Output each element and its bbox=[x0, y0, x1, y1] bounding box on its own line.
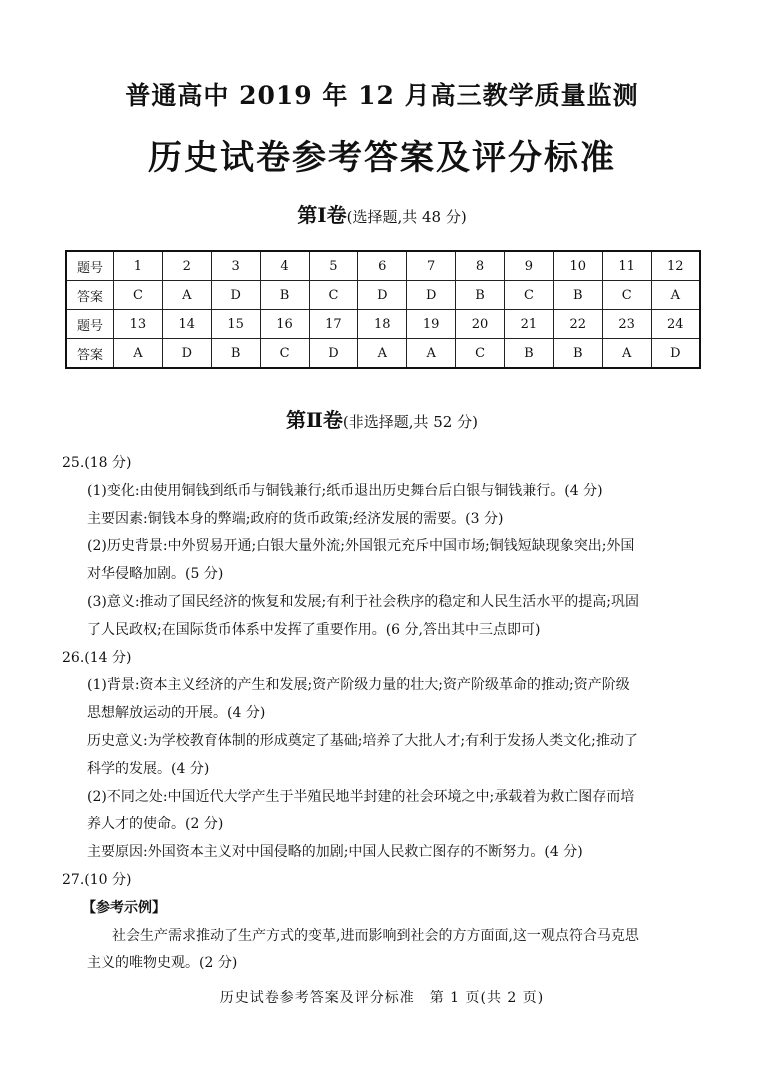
table-cell: B bbox=[553, 339, 602, 369]
table-cell: 17 bbox=[309, 310, 358, 339]
table-cell: C bbox=[260, 339, 309, 369]
table-cell: 22 bbox=[553, 310, 602, 339]
table-cell: B bbox=[505, 339, 554, 369]
document-title: 普通高中 2019 年 12 月高三教学质量监测 bbox=[125, 81, 639, 110]
text-line: 了人民政权;在国际货币体系中发挥了重要作用。(6 分,答出其中三点即可) bbox=[87, 621, 541, 638]
section2-note: (非选择题,共 52 分) bbox=[342, 413, 478, 431]
table-cell: A bbox=[114, 339, 163, 369]
row-label: 答案 bbox=[66, 339, 114, 369]
section2-heading bbox=[0, 404, 764, 433]
table-cell: D bbox=[651, 339, 700, 369]
text-line: (2)不同之处:中国近代大学产生于半殖民地半封建的社会环境之中;承载着为救亡图存而培 bbox=[87, 788, 635, 805]
table-cell: 21 bbox=[505, 310, 554, 339]
table-cell: 18 bbox=[358, 310, 407, 339]
document-subtitle: 历史试卷参考答案及评分标准 bbox=[148, 138, 616, 178]
text-line: (2)历史背景:中外贸易开通;白银大量外流;外国银元充斥中国市场;铜钱短缺现象突出;外国 bbox=[87, 538, 635, 555]
table-cell: 3 bbox=[211, 251, 260, 281]
text-line: 主要原因:外国资本主义对中国侵略的加剧;中国人民救亡图存的不断努力。(4 分) bbox=[87, 844, 583, 861]
table-cell: A bbox=[407, 339, 456, 369]
row-label: 题号 bbox=[66, 251, 114, 281]
text-line: 【参考示例】 bbox=[82, 899, 166, 916]
table-cell: D bbox=[407, 281, 456, 310]
table-cell: 2 bbox=[162, 251, 211, 281]
table-cell: A bbox=[358, 339, 407, 369]
text-line: 27.(10 分) bbox=[62, 871, 132, 888]
table-cell: 23 bbox=[602, 310, 651, 339]
table-cell: 20 bbox=[456, 310, 505, 339]
table-cell: D bbox=[309, 339, 358, 369]
text-line: 思想解放运动的开展。(4 分) bbox=[87, 705, 266, 722]
table-cell: B bbox=[553, 281, 602, 310]
page-footer: 历史试卷参考答案及评分标准 第 1 页(共 2 页) bbox=[219, 990, 545, 1006]
table-cell: A bbox=[602, 339, 651, 369]
table-cell: B bbox=[456, 281, 505, 310]
table-cell: A bbox=[162, 281, 211, 310]
table-cell: C bbox=[114, 281, 163, 310]
text-line: 历史意义:为学校教育体制的形成奠定了基础;培养了大批人才;有利于发扬人类文化;推动了 bbox=[87, 732, 638, 749]
table-cell: 13 bbox=[114, 310, 163, 339]
answer-table-row bbox=[66, 281, 700, 310]
table-cell: A bbox=[651, 281, 700, 310]
table-cell: 19 bbox=[407, 310, 456, 339]
text-line: 对华侵略加剧。(5 分) bbox=[87, 566, 224, 583]
table-cell: 14 bbox=[162, 310, 211, 339]
table-cell: 10 bbox=[553, 251, 602, 281]
table-cell: 11 bbox=[602, 251, 651, 281]
text-line: 养人才的使命。(2 分) bbox=[87, 816, 224, 833]
table-cell: 9 bbox=[505, 251, 554, 281]
text-line: 社会生产需求推动了生产方式的变革,进而影响到社会的方方面面,这一观点符合马克思 bbox=[112, 927, 639, 944]
table-cell: 7 bbox=[407, 251, 456, 281]
table-cell: 16 bbox=[260, 310, 309, 339]
text-line: (1)背景:资本主义经济的产生和发展;资产阶级力量的壮大;资产阶级革命的推动;资产阶级 bbox=[87, 677, 630, 694]
table-cell: 12 bbox=[651, 251, 700, 281]
table-cell: 5 bbox=[309, 251, 358, 281]
table-cell: C bbox=[602, 281, 651, 310]
section1-heading bbox=[0, 199, 764, 228]
table-cell: D bbox=[358, 281, 407, 310]
table-cell: 8 bbox=[456, 251, 505, 281]
text-line: 26.(14 分) bbox=[62, 649, 132, 666]
answer-body bbox=[62, 450, 712, 978]
table-cell: C bbox=[309, 281, 358, 310]
section1-title: 第Ⅰ卷 bbox=[297, 203, 347, 227]
table-cell: B bbox=[211, 339, 260, 369]
text-line: 25.(18 分) bbox=[62, 455, 132, 471]
table-cell: 24 bbox=[651, 310, 700, 339]
text-line: 科学的发展。(4 分) bbox=[87, 760, 210, 777]
text-line: (1)变化:由使用铜钱到纸币与铜钱兼行;纸币退出历史舞台后白银与铜钱兼行。(4 分) bbox=[87, 482, 603, 499]
answer-table-row bbox=[66, 310, 700, 339]
table-cell: C bbox=[505, 281, 554, 310]
answer-table-row bbox=[66, 339, 700, 369]
table-cell: 4 bbox=[260, 251, 309, 281]
row-label: 答案 bbox=[66, 281, 114, 310]
row-label: 题号 bbox=[66, 310, 114, 339]
text-line: (3)意义:推动了国民经济的恢复和发展;有利于社会秩序的稳定和人民生活水平的提高;巩固 bbox=[87, 593, 639, 610]
text-line: 主要因素:铜钱本身的弊端;政府的货币政策;经济发展的需要。(3 分) bbox=[87, 510, 504, 527]
table-cell: 1 bbox=[114, 251, 163, 281]
table-cell: 15 bbox=[211, 310, 260, 339]
table-cell: C bbox=[456, 339, 505, 369]
table-cell: B bbox=[260, 281, 309, 310]
section2-title: 第Ⅱ卷 bbox=[286, 408, 343, 432]
text-line: 主义的唯物史观。(2 分) bbox=[87, 955, 238, 972]
section1-note: (选择题,共 48 分) bbox=[346, 208, 467, 226]
answer-table bbox=[65, 250, 701, 369]
table-cell: D bbox=[162, 339, 211, 369]
answer-table-row bbox=[66, 251, 700, 281]
table-cell: 6 bbox=[358, 251, 407, 281]
table-cell: D bbox=[211, 281, 260, 310]
